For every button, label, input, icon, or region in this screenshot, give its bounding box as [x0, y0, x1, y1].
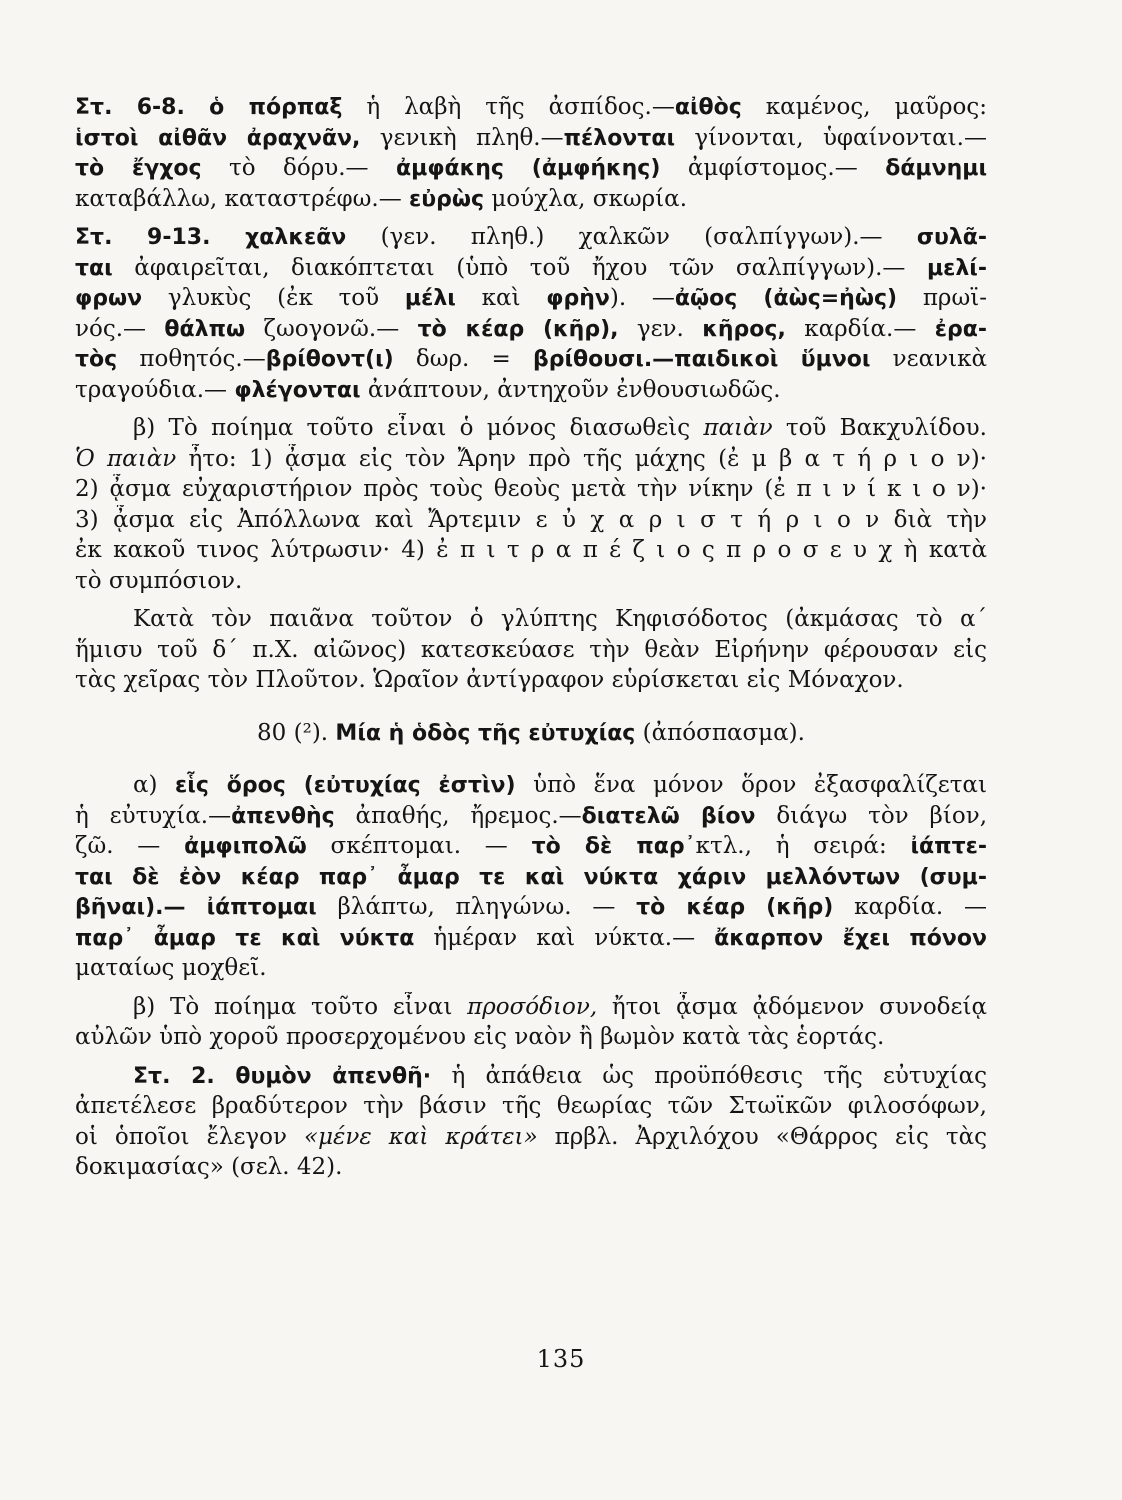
text-line: [75, 1061, 987, 1092]
text-line: [75, 344, 987, 375]
bold-term: μελί-: [926, 255, 987, 281]
text-run: νεανικὰ: [870, 346, 987, 372]
text-run: καμένος, μαῦρος:: [741, 94, 987, 120]
bold-term: εἷς ὅρος (εὐτυχίας ἐστὶν): [175, 773, 516, 798]
italic-text: «μένε καὶ κράτει»: [304, 1123, 538, 1150]
text-run: δωρ. =: [393, 346, 533, 372]
bold-term: μέλι: [404, 286, 456, 311]
text-run: τραγούδια.—: [75, 376, 235, 403]
bold-term: συλᾶ-: [916, 225, 987, 250]
bold-term: ἀῷος (ἀὼς=ἠὼς): [674, 286, 898, 311]
text-run: νός.—: [75, 315, 165, 342]
bold-term: ἄκαρπον ἔχει πόνον: [714, 925, 987, 951]
italic-text: παιὰν: [703, 415, 773, 441]
text-run: ἡ εὐτυχία.—: [75, 802, 232, 829]
italic-text: προσόδιον,: [467, 993, 598, 1020]
text-run: ἀνάπτουν, ἀντηχοῦν ἐνθουσιωδῶς.: [360, 376, 781, 403]
text-run: ἐκ κακοῦ τινος λύτρωσιν· 4) ἐ π ι τ ρ α π έ ζ ι ο ς π ρ ο σ ε υ χ ὴ κατὰ: [75, 537, 987, 563]
text-run: 3) ᾆσμα εἰς Ἀπόλλωνα καὶ Ἄρτεμιν ε ὐ χ α ρ ι σ τ ή ρ ι ο ν διὰ τὴν: [75, 506, 987, 533]
text-run: καρδία. —: [833, 894, 987, 920]
text-line: [75, 604, 987, 635]
bold-term: ἱστοὶ αἰθᾶν ἀραχνᾶν,: [75, 125, 361, 151]
text-run: β) Τὸ ποίημα τοῦτο εἶναι: [133, 993, 468, 1020]
text-run: γλυκὺς (ἐκ τοῦ: [142, 285, 405, 311]
text-line: [75, 283, 987, 314]
text-line: [75, 92, 987, 123]
text-run: ἀπαθής, ἤρεμος.—: [334, 802, 582, 829]
text-run: ἀμφίστομος.—: [660, 155, 886, 181]
text-line: [75, 831, 987, 862]
bold-term: ἰάπτε-: [910, 834, 987, 859]
bold-term: δάμνημι: [885, 156, 987, 181]
bold-term: παρ᾽ ἆμαρ τε καὶ νύκτα: [75, 925, 415, 951]
bold-term: Στ. 9-13. χαλκεᾶν: [75, 225, 347, 250]
text-line: [75, 184, 987, 215]
text-run: β) Τὸ ποίημα τοῦτο εἶναι ὁ μόνος διασωθεὶς: [133, 415, 704, 441]
text-run: κτλ., ἡ σειρά:: [695, 833, 911, 859]
text-line: [75, 862, 987, 893]
text-line: [75, 770, 987, 801]
bold-term: ται: [75, 255, 113, 281]
text-run: τὸ συμπόσιον.: [75, 567, 243, 594]
bold-term: Στ. 2. θυμὸν ἀπενθῆ·: [133, 1063, 432, 1089]
text-run: ἡ λαβὴ τῆς ἀσπίδος.—: [342, 94, 675, 120]
text-line: [75, 953, 987, 984]
text-line: [75, 123, 987, 154]
bold-term: τὸ κέαρ (κῆρ): [636, 895, 834, 920]
text-line: [75, 413, 987, 444]
text-run: γενικὴ πληθ.—: [360, 124, 564, 151]
text-run: ματαίως μοχθεῖ.: [75, 955, 267, 981]
text-line: [75, 801, 987, 832]
text-run: τὰς χεῖρας τὸν Πλοῦτον. Ὡραῖον ἀντίγραφον εὑρίσκεται εἰς Μόναχον.: [75, 667, 904, 693]
text-run: πρωϊ-: [897, 285, 987, 311]
text-run: ποθητός.—: [117, 346, 266, 372]
text-run: τοῦ Βακχυλίδου.: [772, 415, 987, 441]
text-line: [75, 222, 987, 253]
bold-term: ται δὲ ἐὸν κέαρ παρ᾽ ἆμαρ τε καὶ νύκτα χάριν μελλόντων (συμ-: [75, 864, 987, 890]
text-line: [75, 566, 987, 597]
bold-term: θάλπω: [164, 316, 246, 342]
text-line: [75, 535, 987, 566]
text-line: [75, 1091, 987, 1122]
text-run: 80 (²).: [257, 719, 336, 746]
bold-term: βῆναι).— ἰάπτομαι: [75, 895, 317, 920]
text-run: καρδία.—: [785, 315, 935, 342]
text-run: ἀφαιρεῖται, διακόπτεται (ὑπὸ τοῦ ἤχου τῶν σαλπίγγων).—: [112, 254, 927, 281]
text-run: διάγω τὸν βίον,: [755, 802, 987, 829]
bold-term: τὸ κέαρ (κῆρ),: [417, 316, 619, 342]
text-line: [75, 153, 987, 184]
text-run: ζῶ. —: [75, 833, 185, 859]
text-line: [75, 505, 987, 536]
text-run: (ἀπόσπασμα).: [635, 719, 805, 746]
text-run: (γεν. πληθ.) χαλκῶν (σαλπίγγων).—: [346, 224, 917, 250]
text-run: σκέπτομαι. —: [306, 833, 532, 859]
bold-term: φρων: [75, 286, 143, 311]
text-line: [75, 665, 987, 696]
text-line: [75, 635, 987, 666]
text-run: α): [133, 772, 176, 798]
bold-term: βρίθοντ(ι): [265, 347, 394, 372]
section-heading: [75, 718, 987, 749]
text-line: [75, 1152, 987, 1183]
text-line: [75, 923, 987, 954]
text-run: ἦτο: 1) ᾆσμα εἰς τὸν Ἄρην πρὸ τῆς μάχης (ἐ μ β α τ ή ρ ι ο ν)·: [176, 445, 987, 472]
bold-term: φρὴν: [546, 286, 610, 311]
text-run: μούχλα, σκωρία.: [484, 185, 688, 212]
page-number: 135: [536, 1345, 586, 1373]
text-run: οἱ ὁποῖοι ἔλεγον: [75, 1123, 305, 1150]
bold-term: ἀμφάκης (ἀμφήκης): [396, 156, 661, 181]
text-run: ἤτοι ᾆσμα ᾀδόμενον συνοδείᾳ: [597, 993, 987, 1020]
bold-term: αἰθὸς: [674, 95, 742, 120]
text-run: δοκιμασίας» (σελ. 42).: [75, 1154, 343, 1180]
text-run: αὐλῶν ὑπὸ χοροῦ προσερχομένου εἰς ναὸν ἢ βωμὸν κατὰ τὰς ἑορτάς.: [75, 1024, 885, 1050]
text-run: ἡ ἀπάθεια ὡς προϋπόθεσις τῆς εὐτυχίας: [431, 1062, 987, 1089]
text-run: καὶ: [455, 285, 547, 311]
text-run: βλάπτω, πληγώνω. —: [316, 894, 637, 920]
bold-term: εὐρὼς: [409, 186, 485, 212]
text-line: [75, 253, 987, 284]
bold-term: τὸς: [75, 347, 118, 372]
text-run: ὑπὸ ἕνα μόνον ὅρον ἐξασφαλίζεται: [515, 772, 987, 798]
text-run: πρβλ. Ἀρχιλόχου «Θάρρος εἰς τὰς: [537, 1123, 987, 1150]
bold-term: τὸ δὲ παρ᾽: [531, 834, 696, 859]
bold-term: κῆρος,: [702, 316, 786, 342]
text-run: καταβάλλω, καταστρέφω.—: [75, 185, 410, 212]
text-run: τὸ δόρυ.—: [201, 155, 397, 181]
bold-term: φλέγονται: [234, 377, 361, 403]
bold-term: ἀμφιπολῶ: [184, 834, 307, 859]
text-run: γίνονται, ὑφαίνονται.—: [675, 124, 987, 151]
text-run: ). —: [609, 285, 675, 311]
text-line: [75, 444, 987, 475]
text-run: Κατὰ τὸν παιᾶνα τοῦτον ὁ γλύπτης Κηφισόδοτος (ἀκμάσας τὸ α´: [133, 606, 987, 632]
text-run: ἀπετέλεσε βραδύτερον τὴν βάσιν τῆς θεωρίας τῶν Στωϊκῶν φιλοσόφων,: [75, 1093, 987, 1119]
text-line: [75, 1022, 987, 1053]
bold-term: ἀπενθὴς: [231, 803, 335, 829]
text-line: [75, 1122, 987, 1153]
bold-term: Στ. 6-8. ὁ πόρπαξ: [75, 95, 343, 120]
text-line: [75, 892, 987, 923]
text-run: 2) ᾆσμα εὐχαριστήριον πρὸς τοὺς θεοὺς μετὰ τὴν νίκην (ἐ π ι ν ί κ ι ο ν)·: [75, 476, 987, 502]
text-run: ἥμισυ τοῦ δ´ π.Χ. αἰῶνος) κατεσκεύασε τὴν θεὰν Εἰρήνην φέρουσαν εἰς: [75, 636, 987, 663]
italic-text: Ὁ παιὰν: [75, 445, 177, 472]
text-run: ζωογονῶ.—: [245, 315, 418, 342]
bold-term: βρίθουσι.—παιδικοὶ ὕμνοι: [532, 347, 871, 372]
text-line: [75, 314, 987, 345]
text-run: ἡμέραν καὶ νύκτα.—: [414, 924, 715, 951]
bold-term: τὸ ἔγχος: [75, 156, 202, 181]
bold-term: ἐρα-: [934, 316, 987, 342]
bold-term: Μία ἡ ὁδὸς τῆς εὐτυχίας: [335, 720, 636, 746]
text-run: γεν.: [618, 315, 703, 342]
text-line: [75, 992, 987, 1023]
bold-term: πέλονται: [563, 125, 676, 151]
text-line: [75, 474, 987, 505]
text-line: [75, 375, 987, 406]
bold-term: διατελῶ βίον: [581, 803, 756, 829]
